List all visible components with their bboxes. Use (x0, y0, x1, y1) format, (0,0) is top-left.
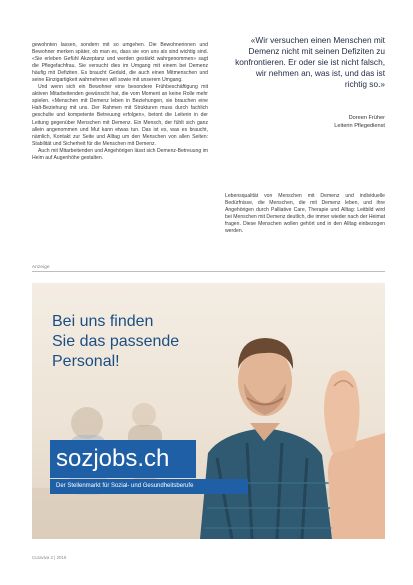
ad-headline (52, 312, 179, 372)
ad-brand-banner[interactable] (50, 440, 196, 478)
page-footer: Curaviva 2 | 2019 (32, 555, 67, 560)
ad-headline-line: Personal! (52, 353, 120, 370)
pull-quote: «Wir versuchen einen Menschen mit Demenz nicht mit seinen Defiziten zu konfrontieren. Er oder sie ist nicht falsch, wir nehmen an, was ist, und das ist richtig so.» (235, 35, 385, 89)
article-left-column (32, 42, 208, 162)
section-label: Anzeige (32, 264, 50, 269)
quote-role: Leiterin Pflegedienst (334, 123, 385, 129)
ad-headline-line: Sie das passende (52, 333, 180, 350)
quote-author: Doreen Früher (348, 115, 385, 121)
article-paragraph: Auch mit Mitarbeitenden und Angehörigen lässt sich Demenz-Betreuung im Heim auf Augenhöhe gestalten. (32, 147, 208, 161)
article-right-column (225, 193, 385, 235)
ad-tagline: Der Stellenmarkt für Sozial- und Gesundheitsberufe (56, 483, 194, 489)
article-paragraph: Lebensqualität von Menschen mit Demenz und individuelle Bedürfnisse, die Menschen, die mit Demenz leben, und ihre Angehörigen durch Palliative Care, Therapie und Alltag: Leitbild wird bei Menschen mit Demenz deutlich, die immer wieder nach der Heimat fragen. Diese Menschen wollen gehört und in den Alltag einbezogen werden. (225, 193, 385, 235)
article-paragraph: Und wenn sich ein Bewohner eine besondere Frühbeschäftigung mit aktiven Mitarbeitenden gewünscht hat, die vom Moment an keine Rolle mehr spielen. «Menschen mit Demenz leben in Beziehungen, sie brauchen eine Halt-Beziehung mit uns. Der Rahmen mit Strukturen muss durch fachlich geschulte und kompetente Betreuung erfolgen», betont die Leiterin in der Leitung gegenüber Menschen mit Demenz. Ein Mensch, der fühlt sich ganz allein angenommen und Mut kann etwas tun. Das ist es, was es braucht, nämlich, Kontakt zur Seite und Alltag um den Menschen von allen Seiten: Stabilität und Sicherheit für die Menschen mit Demenz. (32, 84, 208, 147)
advertisement[interactable] (32, 283, 385, 539)
ad-headline-line: Bei uns finden (52, 313, 154, 330)
section-divider (32, 271, 385, 272)
ad-tagline-banner (50, 479, 248, 494)
ad-brand-name: sozjobs.ch (56, 445, 170, 472)
article-paragraph: gewohnten lassen, sondern mit so umgehen. Die Bewohnerinnen und Bewohner merken später, ob man es, dass sie von uns als sind wichtig sind. «Sie erleben Gefühl Akzeptanz und werden gestärkt wahrgenommen» sagt die Pflegefachfrau. Sie versucht dies im Umgang mit einem bei Demenz häufig mit Defiziten. Es braucht Geduld, die auch einen Mitmenschen und seine Einzigartigkeit wahrnehmen will sowie mit unserem Umgang. (32, 42, 208, 84)
